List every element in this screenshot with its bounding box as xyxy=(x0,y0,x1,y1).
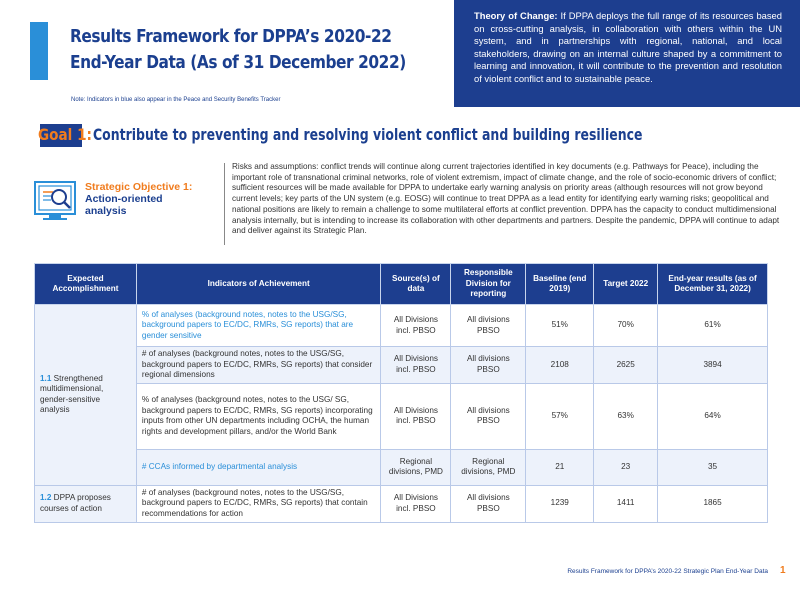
header-accomplishment: Expected Accomplishment xyxy=(35,264,137,305)
goal-heading xyxy=(0,124,800,148)
division-cell: All divisions PBSO xyxy=(451,485,526,522)
strategic-objective-name-line2: analysis xyxy=(85,205,127,217)
strategic-objective-title xyxy=(85,181,192,217)
target-cell: 1411 xyxy=(594,485,658,522)
indicator-cell: # CCAs informed by departmental analysis xyxy=(136,449,381,485)
source-cell: All Divisions incl. PBSO xyxy=(381,383,451,449)
footer-text: Results Framework for DPPA’s 2020-22 Strategic Plan End-Year Data xyxy=(567,568,768,575)
indicator-cell: % of analyses (background notes, notes to the USG/SG, background papers to EC/DC, RMRs, SG reports) that are gender sensitive xyxy=(136,305,381,347)
header-results: End-year results (as of December 31, 2022) xyxy=(658,264,768,305)
page-number: 1 xyxy=(780,565,786,576)
division-cell: Regional divisions, PMD xyxy=(451,449,526,485)
accomplishment-number: 1.1 xyxy=(40,373,52,383)
target-cell: 63% xyxy=(594,383,658,449)
baseline-cell: 57% xyxy=(526,383,594,449)
page-title-line1: Results Framework for DPPA’s 2020-22 xyxy=(70,27,392,47)
accomplishment-number: 1.2 xyxy=(40,493,52,503)
risks-and-assumptions: Risks and assumptions: conflict trends will continue along current trajectories identified in key documents (e.g. Pathways for Peace), including the important role of transnational criminal networks, role of violent extremism, impact of climate change, and the role of socio-economic drivers of conflict; sufficient resources will be made available for DPPA to undertake early warning analysis on priority areas (although resources will not grow beyond current levels; key parts of the UN system (e.g. EOSG) will continue to treat DPPA as a lead entity for identifying early warning risks; geopolitical and national positions are likely to remain a challenge to some multilateral efforts at conflict prevention. DPPA has the capacity to conduct multidimensional analysis internally, but is intending to increase its collaboration with other departments and partners. Despite the pandemic, DPPA will continue to adapt and deliver against its Strategic Plan. xyxy=(232,162,780,236)
division-cell: All divisions PBSO xyxy=(451,305,526,347)
indicator-cell: # of analyses (background notes, notes to the USG/SG, background papers to EC/DC, RMRs, SG reports) that consider regional dimensions xyxy=(136,347,381,384)
page-title-line2: End-Year Data (As of 31 December 2022) xyxy=(70,53,406,73)
accomplishment-text: DPPA proposes courses of action xyxy=(40,493,111,513)
strategic-objective-name-line1: Action-oriented xyxy=(85,193,163,205)
baseline-cell: 51% xyxy=(526,305,594,347)
baseline-cell: 2108 xyxy=(526,347,594,384)
accomplishment-text: Strengthened multidimensional, gender-sensitive analysis xyxy=(40,373,104,415)
target-cell: 2625 xyxy=(594,347,658,384)
table-row xyxy=(35,383,768,449)
goal-text: Contribute to preventing and resolving violent conflict and building resilience xyxy=(93,125,643,144)
magnifier-document-icon xyxy=(33,178,77,222)
result-cell: 3894 xyxy=(658,347,768,384)
title-accent-bar xyxy=(30,22,48,80)
target-cell: 70% xyxy=(594,305,658,347)
result-cell: 1865 xyxy=(658,485,768,522)
header-target: Target 2022 xyxy=(594,264,658,305)
divider xyxy=(224,163,225,245)
table-header-row xyxy=(35,264,768,305)
division-cell: All divisions PBSO xyxy=(451,347,526,384)
result-cell: 61% xyxy=(658,305,768,347)
indicator-cell: % of analyses (background notes, notes to the USG/ SG, background papers to EC/DC, RMRs, SG reports) incorporating inputs from other UN departments including OCHA, the human rights and development pillars, and/or the World Bank xyxy=(136,383,381,449)
page-title xyxy=(70,24,406,76)
accomplishment-cell xyxy=(35,485,137,522)
header-baseline: Baseline (end 2019) xyxy=(526,264,594,305)
target-cell: 23 xyxy=(594,449,658,485)
theory-of-change-text: If DPPA deploys the full range of its resources based on cross-cutting analysis, in collaboration with others within the UN system, and in partnerships with regional, national, and local stakeholders, drawing on an internal culture shaped by a commitment to learning and innovation, it will contribute to the prevention and resolution of violent conflict and to sustainable peace. xyxy=(474,10,782,84)
table-row xyxy=(35,485,768,522)
division-cell: All divisions PBSO xyxy=(451,383,526,449)
source-cell: Regional divisions, PMD xyxy=(381,449,451,485)
table-row xyxy=(35,449,768,485)
result-cell: 35 xyxy=(658,449,768,485)
table-row xyxy=(35,347,768,384)
header-source: Source(s) of data xyxy=(381,264,451,305)
results-table xyxy=(34,263,768,523)
accomplishment-cell xyxy=(35,305,137,486)
header-indicator: Indicators of Achievement xyxy=(136,264,381,305)
header-division: Responsible Division for reporting xyxy=(451,264,526,305)
theory-of-change-box xyxy=(454,0,800,107)
note: Note: Indicators in blue also appear in the Peace and Security Benefits Tracker xyxy=(71,97,281,103)
baseline-cell: 1239 xyxy=(526,485,594,522)
goal-label: Goal 1: xyxy=(38,125,92,144)
source-cell: All Divisions incl. PBSO xyxy=(381,485,451,522)
result-cell: 64% xyxy=(658,383,768,449)
header xyxy=(0,0,465,96)
table-row xyxy=(35,305,768,347)
baseline-cell: 21 xyxy=(526,449,594,485)
source-cell: All Divisions incl. PBSO xyxy=(381,305,451,347)
strategic-objective-label: Strategic Objective 1: xyxy=(85,181,193,193)
source-cell: All Divisions incl. PBSO xyxy=(381,347,451,384)
indicator-cell: # of analyses (background notes, notes to the USG/SG, background papers to EC/DC, RMRs, SG reports) that contain recommendations for action xyxy=(136,485,381,522)
theory-of-change-label: Theory of Change: xyxy=(474,10,558,21)
